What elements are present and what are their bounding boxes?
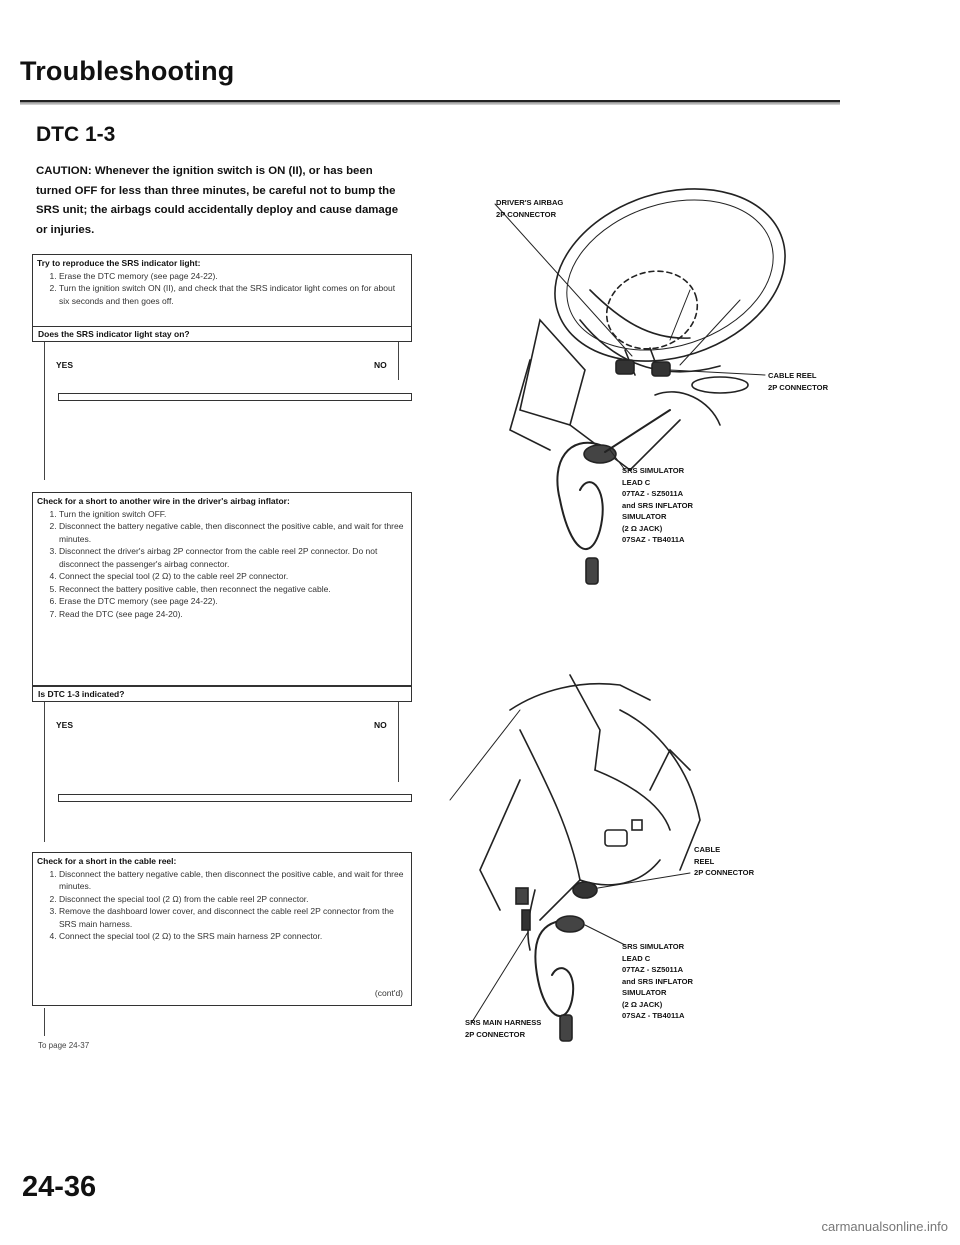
step-item: 4. Connect the special tool (2 Ω) to the SRS main harness 2P connector. bbox=[59, 930, 407, 943]
question-box: Is DTC 1-3 indicated? bbox=[32, 686, 412, 702]
callout-srs-simulator: SRS SIMULATOR LEAD C 07TAZ - SZ5011A and SRS INFLATOR SIMULATOR (2 Ω JACK) 07SAZ - TB4011A bbox=[622, 942, 694, 1020]
callout-srs-simulator: SRS SIMULATOR LEAD C 07TAZ - SZ5011A and SRS INFLATOR SIMULATOR (2 Ω JACK) 07SAZ - TB4011A bbox=[622, 466, 694, 544]
step-item: 1. Disconnect the battery negative cable, then disconnect the positive cable, and wait for three minutes. bbox=[59, 868, 407, 893]
continued-label: (cont'd) bbox=[374, 987, 403, 998]
dtc-heading: DTC 1-3 bbox=[36, 123, 116, 146]
callout-srs-main-harness: SRS MAIN HARNESS 2P CONNECTOR bbox=[465, 1018, 542, 1039]
flow-line bbox=[44, 700, 45, 842]
callout-cable-reel-connector: CABLE REEL 2P CONNECTOR bbox=[768, 371, 829, 392]
flow-line bbox=[44, 1008, 45, 1036]
yes-label: YES bbox=[56, 360, 74, 370]
step-item: 1. Turn the ignition switch OFF. bbox=[59, 508, 407, 521]
flow-line bbox=[398, 700, 399, 782]
step-item: 5. Reconnect the battery positive cable, then reconnect the negative cable. bbox=[59, 583, 407, 596]
step-item: 2. Turn the ignition switch ON (II), and check that the SRS indicator light comes on for about six seconds and then goes off. bbox=[59, 282, 407, 307]
result-box-replace-airbag bbox=[58, 794, 412, 802]
result-box-intermittent bbox=[58, 393, 412, 401]
step-item: 4. Connect the special tool (2 Ω) to the cable reel 2P connector. bbox=[59, 570, 407, 583]
step-item: 2. Disconnect the battery negative cable, then disconnect the positive cable, and wait for three minutes. bbox=[59, 520, 407, 545]
question-box: Does the SRS indicator light stay on? bbox=[32, 326, 412, 342]
step-item: 2. Disconnect the special tool (2 Ω) from the cable reel 2P connector. bbox=[59, 893, 407, 906]
step-item: 1. Erase the DTC memory (see page 24-22). bbox=[59, 270, 407, 283]
step-item: 6. Erase the DTC memory (see page 24-22). bbox=[59, 595, 407, 608]
step-box-cable-reel bbox=[32, 852, 412, 1006]
callout-drivers-airbag-connector: DRIVER'S AIRBAG 2P CONNECTOR bbox=[496, 198, 564, 219]
page-number: 24-36 bbox=[22, 1171, 97, 1203]
step-item: 3. Disconnect the driver's airbag 2P connector from the cable reel 2P connector. Do not disconnect the passenger's airbag connector. bbox=[59, 545, 407, 570]
step-heading: Check for a short to another wire in the driver's airbag inflator: bbox=[37, 496, 290, 506]
yes-label: YES bbox=[56, 720, 74, 730]
page-title: Troubleshooting bbox=[20, 56, 235, 86]
callout-cable-reel-connector: CABLE REEL 2P CONNECTOR bbox=[694, 845, 755, 877]
step-item: 3. Remove the dashboard lower cover, and disconnect the cable reel 2P connector from the SRS main harness. bbox=[59, 905, 407, 930]
caution-text: CAUTION: Whenever the ignition switch is ON (II), or has been turned OFF for less than three minutes, be careful not to bump the SRS unit; the airbags could accidentally deploy and cause damage or injuries. bbox=[36, 165, 399, 236]
title-rule bbox=[20, 100, 840, 105]
footnote: To page 24-37 bbox=[38, 1041, 90, 1050]
step-heading: Try to reproduce the SRS indicator light: bbox=[37, 258, 201, 268]
step-heading: Check for a short in the cable reel: bbox=[37, 856, 177, 866]
flow-line bbox=[44, 340, 45, 480]
no-label: NO bbox=[374, 360, 387, 370]
step-box-inflator bbox=[32, 492, 412, 686]
step-item: 7. Read the DTC (see page 24-20). bbox=[59, 608, 407, 621]
no-label: NO bbox=[374, 720, 387, 730]
step-box-reproduce bbox=[32, 254, 412, 330]
flow-line bbox=[398, 340, 399, 380]
watermark: carmanualsonline.info bbox=[821, 1219, 948, 1234]
